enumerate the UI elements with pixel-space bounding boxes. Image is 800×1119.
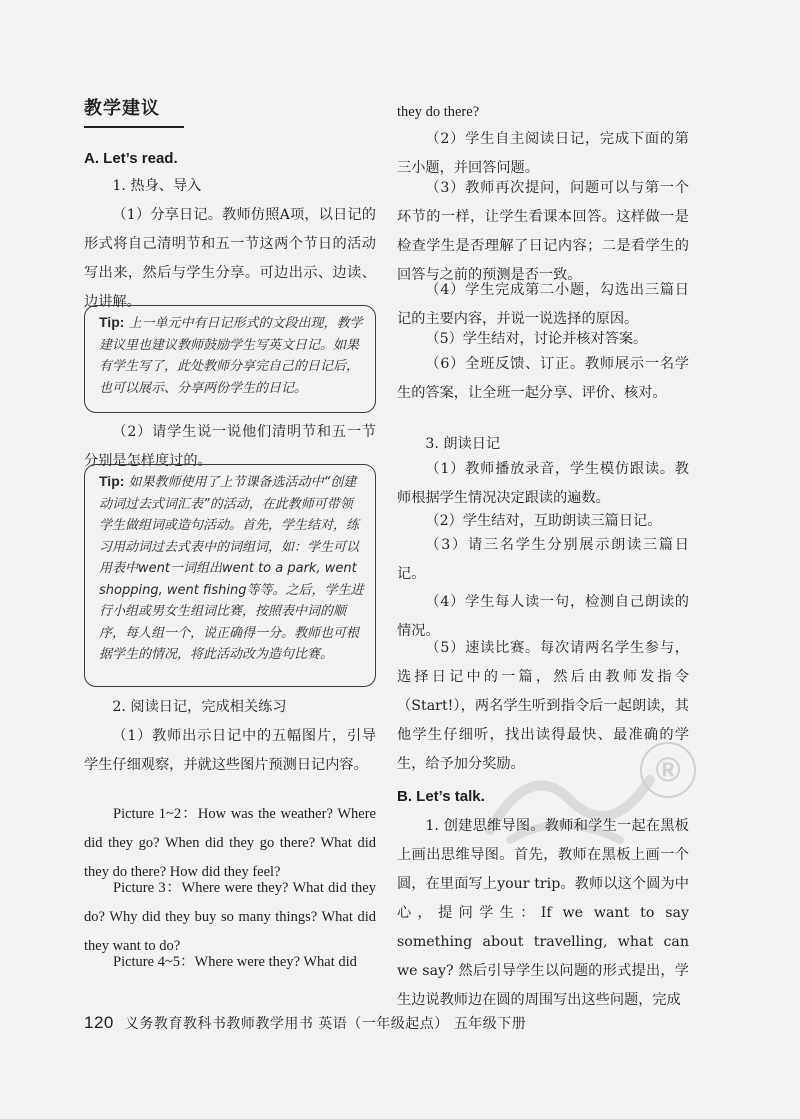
step-5-paragraph: （5）学生结对，讨论并核对答案。 — [425, 331, 648, 347]
holiday-discussion-paragraph: （2）请学生说一说他们清明节和五一节分别是怎样度过的。 — [84, 424, 376, 469]
section-b-title: B. Let’s talk. — [397, 788, 485, 805]
tip-box-1 — [84, 305, 376, 413]
registered-mark-icon: ® — [640, 742, 696, 798]
read-step-4: （4）学生每人读一句，检测自己朗读的情况。 — [397, 594, 689, 639]
picture-4-5-questions: Picture 4~5：Where were they? What did — [113, 954, 357, 970]
read-step-1: （1）教师播放录音，学生模仿跟读。教师根据学生情况决定跟读的遍数。 — [397, 461, 689, 506]
page-footer — [84, 1013, 704, 1033]
tip-label: Tip: — [99, 314, 125, 330]
tip-label: Tip: — [99, 473, 125, 489]
step-4-paragraph: （4）学生完成第二小题，勾选出三篇日记的主要内容，并说一说选择的原因。 — [397, 282, 689, 327]
section-heading: 教学建议 — [84, 94, 184, 128]
book-title: 义务教育教科书教师教学用书 英语（一年级起点） 五年级下册 — [124, 1016, 527, 1032]
section-a-title: A. Let’s read. — [84, 150, 178, 167]
picture-1-2-questions: Picture 1~2：How was the weather? Where did they go? When did they go there? What did they do there? How did they feel? — [84, 806, 376, 880]
step-6-paragraph: （6）全班反馈、订正。教师展示一名学生的答案，让全班一起分享、评价、核对。 — [397, 356, 689, 401]
read-step-2: （2）学生结对，互助朗读三篇日记。 — [425, 513, 662, 529]
warmup-title: 1. 热身、导入 — [112, 178, 202, 194]
tip-box-2 — [84, 464, 376, 687]
step-3-paragraph: （3）教师再次提问，问题可以与第一个环节的一样，让学生看课本回答。这样做一是检查学生是否理解了日记内容；二是看学生的回答与之前的预测是否一致。 — [397, 180, 689, 283]
reading-title: 2. 阅读日记，完成相关练习 — [112, 699, 287, 715]
read-step-3: （3）请三名学生分别展示朗读三篇日记。 — [397, 537, 689, 582]
picture-observe-paragraph: （1）教师出示日记中的五幅图片，引导学生仔细观察，并就这些图片预测日记内容。 — [84, 728, 376, 773]
tip-text: 如果教师使用了上节课备选活动中“创建动词过去式词汇表”的活动，在此教师可带领学生做组词或造句活动。首先，学生结对，练习用动词过去式表中的词组词，如：学生可以用表中went一词组出went to a park, went shopping, went fishing等等。之后，学生进行小组或男女生组词比赛，按照表中词的顺序，每人组一个，说正确得一分。教师也可根据学生的情况，将此活动改为造句比赛。 — [99, 475, 364, 662]
share-diary-paragraph: （1）分享日记。教师仿照A项，以日记的形式将自己清明节和五一节这两个节日的活动写出来，然后与学生分享。可边出示、边读、边讲解。 — [84, 207, 376, 310]
read-aloud-title: 3. 朗读日记 — [425, 436, 501, 452]
step-2-paragraph: （2）学生自主阅读日记，完成下面的第三小题，并回答问题。 — [397, 131, 689, 176]
page-number: 120 — [84, 1013, 114, 1032]
continued-question: they do there? — [397, 104, 480, 120]
mind-map-paragraph: 1. 创建思维导图。教师和学生一起在黑板上画出思维导图。首先，教师在黑板上画一个圆，在里面写上your trip。教师以这个圆为中心，提问学生：If we want to say something about travelling, what can we say? 然后引导学生以问题的形式提出，学生边说教师边在圆的周围写出这些问题，完成 — [397, 818, 689, 1008]
tip-text: 上一单元中有日记形式的文段出现，教学建议里也建议教师鼓励学生写英文日记。如果有学生写了，此处教师分享完自己的日记后，也可以展示、分享两份学生的日记。 — [99, 316, 363, 396]
picture-3-questions: Picture 3：Where were they? What did they do? Why did they buy so many things? What did they want to do? — [84, 880, 376, 954]
read-step-5: （5）速读比赛。每次请两名学生参与，选择日记中的一篇，然后由教师发指令（Start!），两名学生听到指令后一起朗读，其他学生仔细听，找出读得最快、最准确的学生，给予加分奖励。 — [397, 640, 689, 772]
